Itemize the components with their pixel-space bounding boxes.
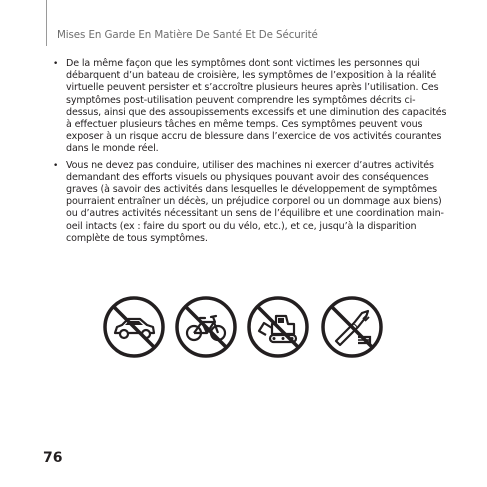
- margin-rule: [46, 0, 47, 46]
- prohibition-icons: [102, 295, 384, 371]
- no-sports-icon: [320, 295, 384, 359]
- bullet-dot: •: [53, 160, 59, 171]
- no-driving-icon: [102, 295, 166, 359]
- page-number: 76: [43, 450, 63, 466]
- running-header: Mises En Garde En Matière De Santé Et De Sécurité: [57, 29, 318, 41]
- bullet-dot: •: [53, 59, 59, 69]
- warning-text: De la même façon que les symptômes dont sont victimes les personnes qui débarquent d’un bateau de croisière, les symptômes de l’exposition à la réalité virtuelle peuvent persister et s’accroître plusieurs heures après l’utilisation. Ces symptômes post-utilisation peuvent comprendre les symptômes décrits ci-dessus, ainsi que des assoupissements excessifs et une diminution des capacités à effectuer plusieurs tâches en même temps. Ces symptômes peuvent vous exposer à un risque accru de blessure dans l’exercice de vos activités courantes dans le monde réel.: [66, 58, 447, 155]
- warning-item: [50, 58, 450, 156]
- warning-list: [50, 58, 450, 249]
- warning-item: [50, 160, 450, 245]
- no-cycling-icon: [174, 295, 238, 359]
- no-machinery-icon: [246, 295, 310, 359]
- warning-text: Vous ne devez pas conduire, utiliser des machines ni exercer d’autres activités demandant des efforts visuels ou physiques pouvant avoir des conséquences graves (à savoir des activités dans lesquelles le développement de symptômes pourraient entraîner un décès, un préjudice corporel ou un dommage aux biens) ou d’autres activités nécessitant un sens de l’équilibre et une coordination main-oeil intacts (ex : faire du sport ou du vélo, etc.), et ce, jusqu’à la disparition complète de tous symptômes.: [66, 159, 444, 244]
